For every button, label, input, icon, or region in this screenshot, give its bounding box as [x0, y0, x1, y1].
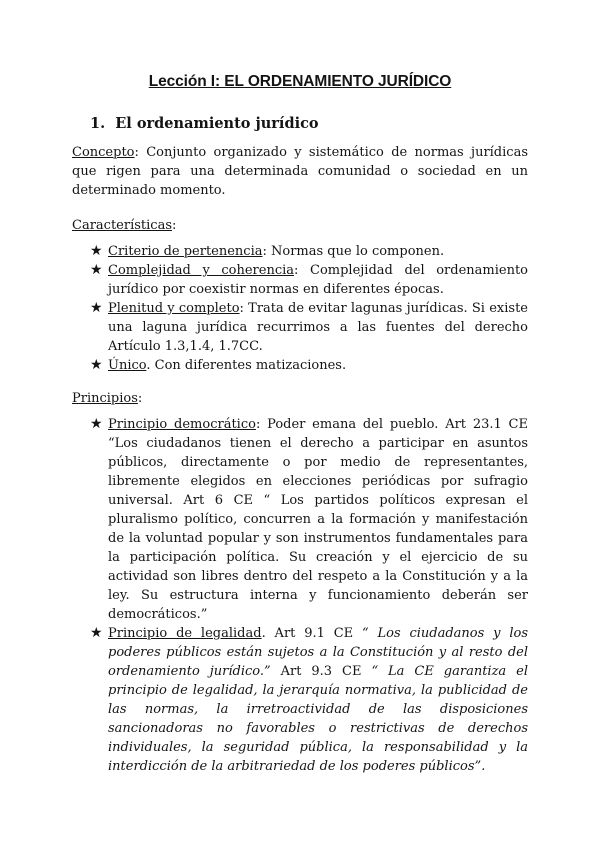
- principios-heading: Principios:: [72, 391, 143, 406]
- concepto-paragraph: [72, 143, 528, 200]
- item-term: Único: [108, 358, 147, 373]
- concepto-label: Concepto: [72, 145, 135, 160]
- item-text: : Trata de evitar lagunas jurídicas. Si existe una laguna jurídica recurrimos a las fuentes del derecho Artículo 1.3,1.4, 1.7CC.: [108, 301, 528, 354]
- item-term: Principio democrático: [108, 417, 256, 432]
- section-heading: [90, 115, 319, 132]
- item-text: Art 9.3 CE: [270, 664, 372, 679]
- item-term: Criterio de pertenencia: [108, 244, 263, 259]
- section-heading-text: El ordenamiento jurídico: [115, 115, 319, 132]
- item-text: : Normas que lo componen.: [262, 244, 445, 259]
- star-bullet-icon: ★: [90, 243, 103, 259]
- star-bullet-icon: ★: [90, 357, 103, 373]
- quote-text: “ Los ciudadanos y los poderes públicos están sujetos a la Constitución y al resto del ordenamiento jurídico.”: [108, 626, 528, 679]
- section-number: 1.: [90, 115, 106, 132]
- item-term: Plenitud y completo: [108, 301, 240, 316]
- item-term: Complejidad y coherencia: [108, 263, 295, 278]
- item-text: : Complejidad del ordenamiento jurídico por coexistir normas en diferentes épocas.: [108, 263, 528, 297]
- star-bullet-icon: ★: [90, 625, 103, 641]
- list-item: [90, 299, 528, 356]
- star-bullet-icon: ★: [90, 300, 103, 316]
- item-term: Principio de legalidad: [108, 626, 262, 641]
- item-text: . Con diferentes matizaciones.: [146, 358, 347, 373]
- concepto-text: : Conjunto organizado y sistemático de normas jurídicas que rigen para una determinada comunidad o sociedad en un determinado momento.: [72, 145, 528, 198]
- quote-text: “ La CE garantiza el principio de legalidad, la jerarquía normativa, la publicidad de las normas, la irretroactividad de las disposiciones sancionadoras no favorables o restrictivas de derechos individuales, la seguridad pública, la responsabilidad y la interdicción de la arbitrariedad de los poderes públicos”: [108, 664, 528, 774]
- page-title: Lección I: EL ORDENAMIENTO JURÍDICO: [148, 73, 452, 90]
- list-item: [90, 261, 528, 299]
- caracteristicas-heading: Características:: [72, 218, 177, 233]
- caracteristicas-label: Características: [72, 218, 172, 233]
- list-item: [90, 415, 528, 624]
- item-text: . Art 9.1 CE: [261, 626, 363, 641]
- list-item: [90, 242, 528, 261]
- list-item: [90, 356, 528, 375]
- star-bullet-icon: ★: [90, 416, 103, 432]
- item-text: : Poder emana del pueblo. Art 23.1 CE “Los ciudadanos tienen el derecho a participar en asuntos públicos, directamente o por medio de representantes, libremente elegidos en elecciones periódicas por sufragio universal. Art 6 CE “ Los partidos políticos expresan el pluralismo político, concurren a la formación y manifestación de la voluntad popular y son instrumentos fundamentales para la participación política. Su creación y el ejercicio de su actividad son libres dentro del respeto a la Constitución y a la ley. Su estructura interna y funcionamiento deberán ser democráticos.”: [108, 417, 528, 622]
- star-bullet-icon: ★: [90, 262, 103, 278]
- principios-label: Principios: [72, 391, 138, 406]
- principios-list: [90, 415, 528, 776]
- caracteristicas-list: [90, 242, 528, 375]
- list-item: ★ Principio de legalidad. Art 9.1 CE “ Los ciudadanos y los poderes públicos están sujetos a la Constitución y al resto del ordenamiento jurídico.” Art 9.3 CE “ La CE garantiza el principio de legalidad, la jerarquía normativa, la publicidad de las normas, la irretroactividad de las disposiciones sancionadoras no favorables o restrictivas de derechos individuales, la seguridad pública, la responsabilidad y la interdicción de la arbitrariedad de los poderes públicos”.: [90, 625, 528, 774]
